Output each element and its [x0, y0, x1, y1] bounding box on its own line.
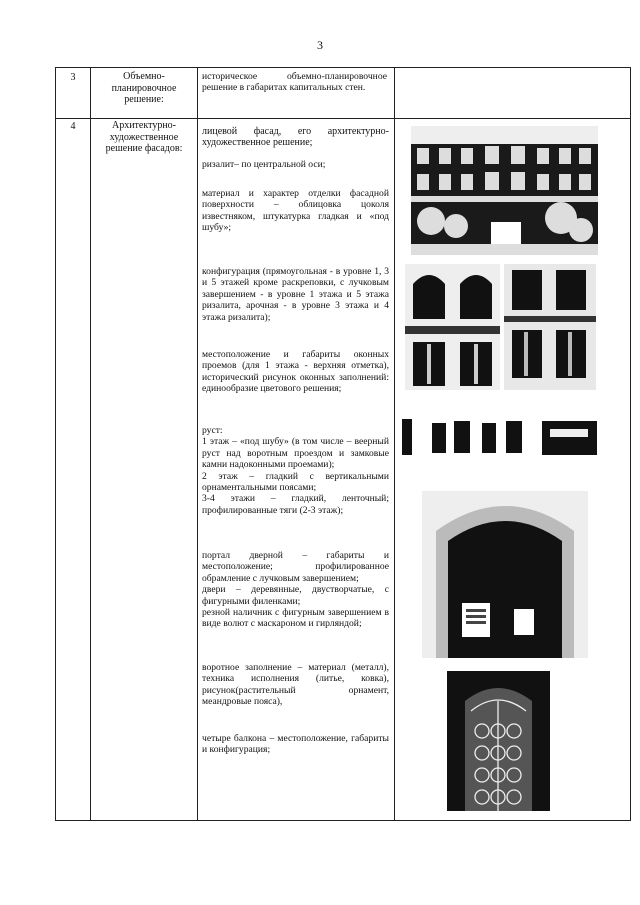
door-portal-photo — [422, 491, 588, 658]
column-divider — [197, 68, 198, 820]
row-description: историческое объемно-планировочное решение в габаритах капитальных стен. — [202, 71, 387, 94]
paragraph-main-facade: лицевой фасад, его архитектурно-художественное решение; — [202, 126, 389, 149]
cast-iron-gate-photo — [447, 671, 550, 811]
column-divider — [90, 68, 91, 820]
building-facade-photo — [411, 126, 598, 255]
window-strip-photo — [402, 417, 599, 457]
row-number: 4 — [70, 121, 76, 132]
paragraph-gate: воротное заполнение – материал (металл), техника исполнения (литье, ковка), рисунок(растительный орнамент, меандровые пояса), — [202, 662, 389, 708]
column-divider — [394, 68, 395, 820]
paragraph-windows: местоположение и габариты оконных проемов (для 1 этажа - верхняя отметка), исторический рисунок оконных заполнений: единообразие цветового решения; — [202, 349, 389, 395]
paragraph-configuration: конфигурация (прямоугольная - в уровне 1, 3 и 5 этажей кроме раскреповки, с лучковым завершением - в уровне 1 этажа и 5 этажа ризалита, арочная - в уровне 3 этажа и 4 этажа ризалита); — [202, 266, 389, 323]
paragraph-finish: материал и характер отделки фасадной поверхности – облицовка цоколя известняком, штукатурка гладкая и «под шубу»; — [202, 188, 389, 234]
characteristics-table — [55, 67, 631, 821]
windows-photo-left — [405, 264, 500, 390]
row-title: Объемно-планировочное решение: — [111, 71, 177, 105]
page-number: 3 — [317, 38, 323, 52]
paragraph-risalit: ризалит– по центральной оси; — [202, 159, 326, 170]
row-number: 3 — [70, 72, 76, 83]
paragraph-portal: портал дверной – габариты и местоположение; профилированное обрамление с лучковым завершением; двери – деревянные, двустворчатые, с фигурными филенками; резной наличник с фигурным завершением в виде волют с маскароном и гирляндой; — [202, 550, 389, 630]
paragraph-balconies: четыре балкона – местоположение, габариты и конфигурация; — [202, 733, 389, 756]
windows-photo-right — [504, 264, 596, 390]
row-divider — [56, 118, 630, 119]
row-title: Архитектурно-художественное решение фасадов: — [105, 120, 183, 154]
paragraph-rust: руст: 1 этаж – «под шубу» (в том числе – веерный руст над воротным проездом и замковые камни надоконными проемами); 2 этаж – гладкий с вертикальными орнаментальными поясами; 3-4 этажи – гладкий, ленточный; профилированные тяги (2-3 этаж); — [202, 425, 389, 516]
